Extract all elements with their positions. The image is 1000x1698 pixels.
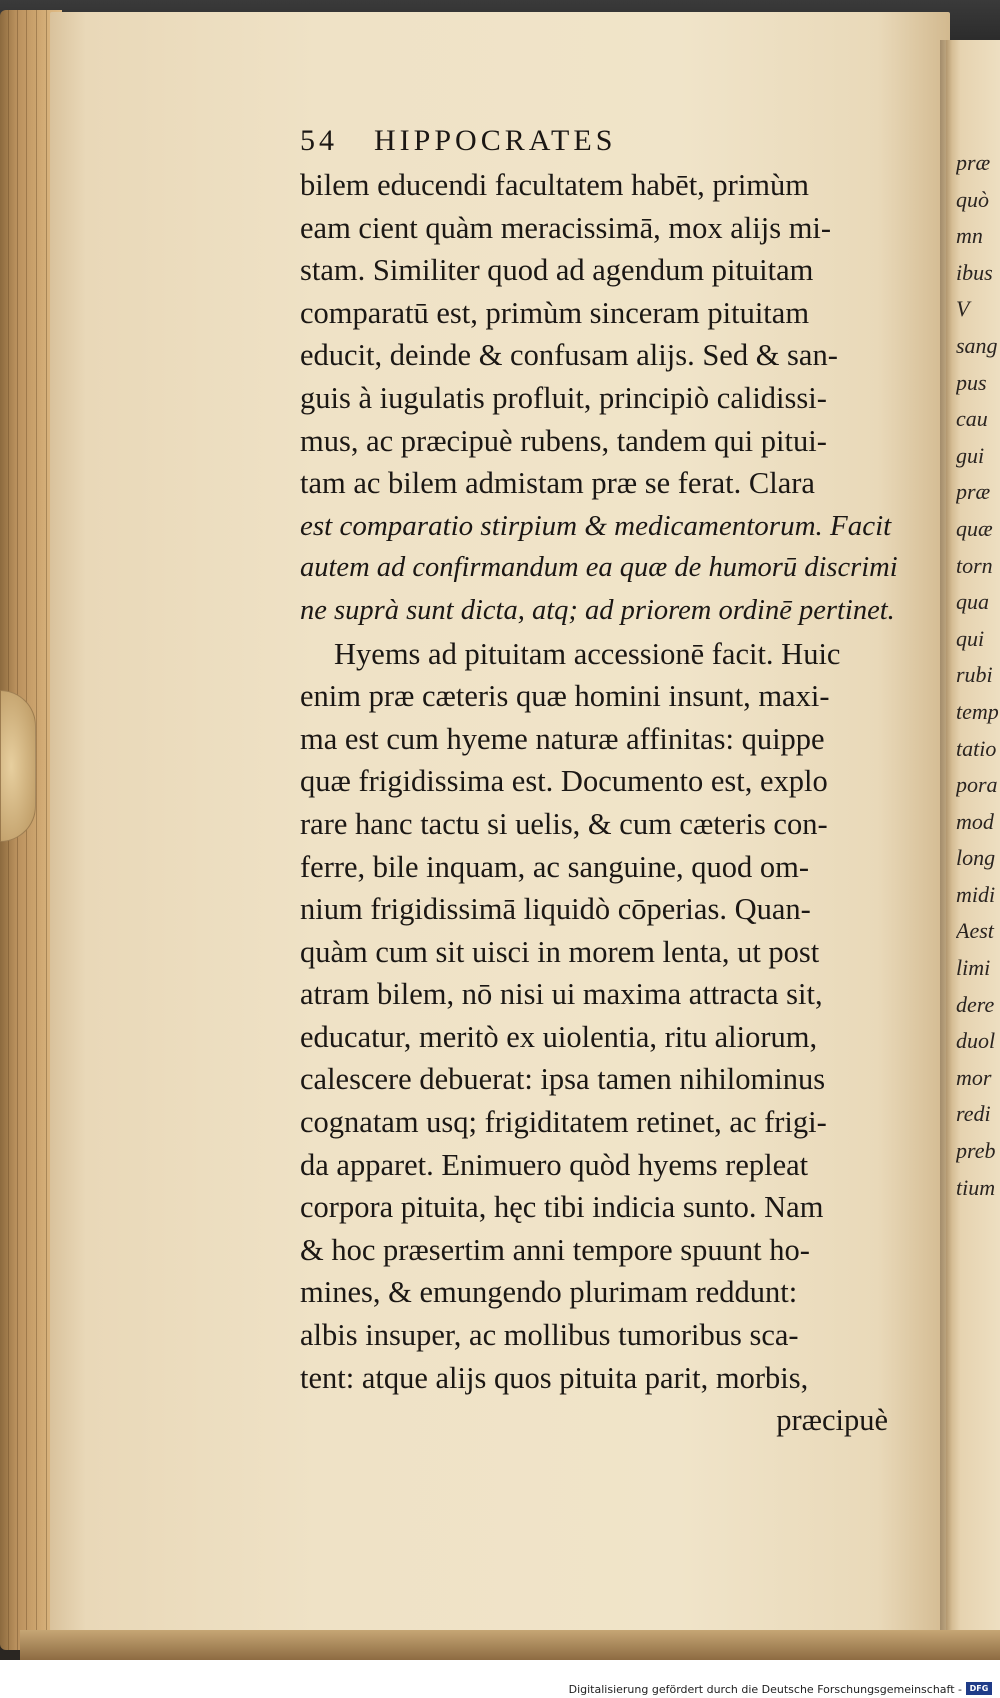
text-line: comparatū est, primùm sinceram pituitam	[300, 295, 810, 330]
right-page-fragment: redi	[956, 1101, 991, 1127]
text-line: bilem educendi facultatem habēt, primùm	[300, 168, 809, 202]
right-page-fragment: torn	[956, 552, 993, 578]
right-page-fragment: qua	[956, 589, 989, 615]
text-line: est comparatio stirpium & medicamentorum. Facit	[300, 509, 892, 542]
text-line: educit, deinde & confusam alijs. Sed & san-	[300, 338, 838, 373]
page-text-block	[300, 118, 900, 1442]
text-line: nium frigidissimā liquidò cōperias. Quan-	[300, 892, 811, 927]
right-page-fragment: Aest	[956, 918, 994, 944]
text-line: albis insuper, ac mollibus tumoribus sca-	[300, 1318, 799, 1353]
right-page-fragment: preb	[956, 1138, 996, 1164]
right-page-fragment: limi	[956, 955, 991, 981]
text-line: mus, ac præcipuè rubens, tandem qui pitui-	[300, 423, 827, 458]
text-line: guis à iugulatis profluit, principiò calidissi-	[300, 380, 827, 415]
text-line: enim præ cæteris quæ homini insunt, maxi-	[300, 679, 830, 714]
right-page-fragment: temp	[956, 698, 999, 724]
text-line: stam. Similiter quod ad agendum pituitam	[300, 253, 814, 288]
right-page-fragment: mn	[956, 223, 983, 249]
right-page-fragment: dere	[956, 991, 995, 1017]
right-page-fragment: præ	[956, 150, 991, 175]
text-line: educatur, meritò ex uiolentia, ritu aliorum,	[300, 1019, 818, 1054]
text-line: ferre, bile inquam, ac sanguine, quod om-	[300, 849, 810, 884]
text-line: Hyems ad pituitam accessionē facit. Huic	[334, 636, 841, 671]
right-page-fragment: sang	[956, 332, 998, 358]
right-page-fragment: ibus	[956, 259, 993, 285]
page-number: 54	[300, 124, 338, 157]
text-line: rare hanc tactu si uelis, & cum cæteris con-	[300, 806, 828, 841]
text-line: tent: atque alijs quos pituita parit, morbis,	[300, 1360, 809, 1395]
catchword: præcipuè	[776, 1403, 888, 1438]
right-page-fragment: V	[956, 296, 970, 322]
right-page-fragment: præ	[956, 479, 991, 505]
text-line: autem ad confirmandum ea quæ de humorū discrimi	[300, 552, 898, 584]
text-line: calescere debuerat: ipsa tamen nihilominus	[300, 1062, 826, 1097]
right-page-text-fragments	[956, 145, 1000, 1206]
text-line: ma est cum hyeme naturæ affinitas: quippe	[300, 721, 825, 756]
text-line: atram bilem, nō nisi ui maxima attracta sit,	[300, 977, 823, 1012]
text-line: mines, & emungendo plurimam reddunt:	[300, 1275, 798, 1310]
right-page-fragment: pus	[956, 369, 987, 395]
text-line: quæ frigidissima est. Documento est, explo	[300, 764, 828, 799]
text-line: ne suprà sunt dicta, atq; ad priorem ordinē pertinet.	[300, 594, 895, 626]
dfg-logo: DFG	[966, 1682, 992, 1695]
running-head-title: HIPPOCRATES	[374, 124, 617, 157]
running-head	[300, 118, 900, 164]
right-page-fragment: pora	[956, 772, 998, 798]
text-line: cognatam usq; frigiditatem retinet, ac frigi-	[300, 1105, 827, 1140]
text-line: corpora pituita, hęc tibi indicia sunto. Nam	[300, 1190, 824, 1225]
right-page-fragment: rubi	[956, 662, 993, 688]
text-line: da apparet. Enimuero quòd hyems repleat	[300, 1147, 809, 1182]
right-page-fragment: long	[956, 845, 996, 871]
book-bottom-edge	[20, 1630, 1000, 1660]
text-line: eam cient quàm meracissimā, mox alijs mi-	[300, 210, 832, 245]
right-page-fragment: tatio	[956, 735, 997, 761]
book-clasp	[0, 690, 36, 842]
right-page-fragment: tium	[956, 1174, 996, 1200]
right-page-fragment: duol	[956, 1028, 996, 1054]
right-page-fragment: cau	[956, 406, 988, 432]
text-line: quàm cum sit uisci in morem lenta, ut post	[300, 934, 820, 969]
text-line: tam ac bilem admistam præ se ferat. Clara	[300, 466, 815, 501]
page-gutter	[940, 40, 952, 1645]
footer-credit: Digitalisierung gefördert durch die Deutsche Forschungsgemeinschaft -	[568, 1683, 962, 1696]
right-page-fragment: quæ	[956, 515, 993, 541]
right-page-fragment: mor	[956, 1064, 992, 1090]
right-page-fragment: mod	[956, 808, 994, 834]
right-page-fragment: qui	[956, 625, 985, 651]
right-page-fragment: gui	[956, 442, 985, 468]
text-line: & hoc præsertim anni tempore spuunt ho-	[300, 1232, 810, 1267]
text-lines	[300, 164, 900, 1442]
right-page-fragment: quò	[956, 186, 989, 212]
right-page-fragment: midi	[956, 881, 996, 907]
